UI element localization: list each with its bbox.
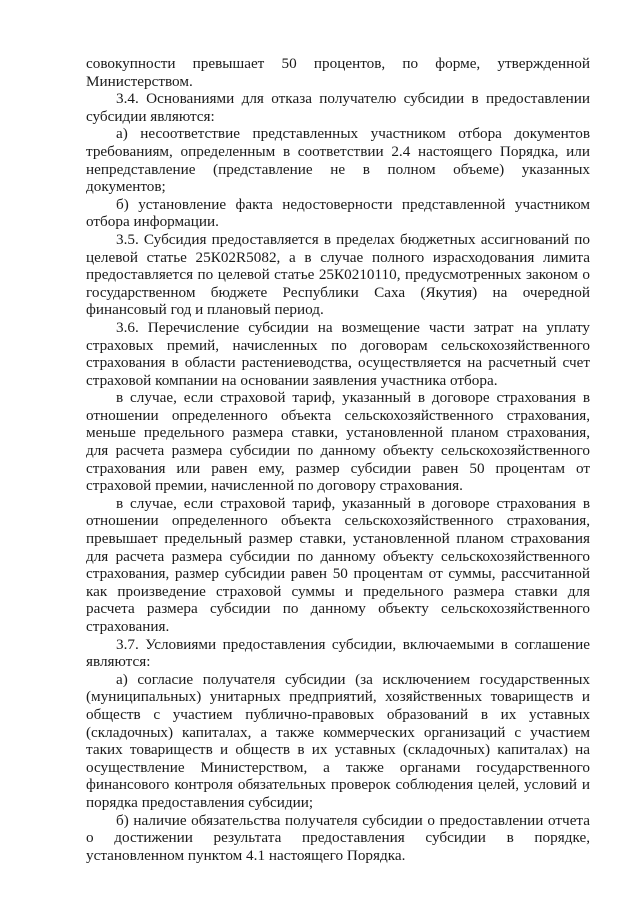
paragraph-3-6-case-1: в случае, если страховой тариф, указанный в договоре страхования в отношении определенного объекта сельскохозяйственного страхования, меньше предельного размера ставки, установленной планом страхования, для расчета размера субсидии по данному объекту сельскохозяйственного страхования или равен ему, размер субсидии равен 50 процентам от страховой премии, начисленной по договору страхования. — [86, 389, 590, 495]
paragraph-3-4-b: б) установление факта недостоверности представленной участником отбора информации. — [86, 195, 590, 231]
paragraph-3-7-a: а) согласие получателя субсидии (за исключением государственных (муниципальных) унитарных предприятий, хозяйственных товариществ и обществ с участием публично-правовых образований в их уставных (складочных) капиталах, а также коммерческих организаций с участием таких товариществ и обществ в их уставных (складочных) капиталах) на осуществление Министерством, а также органами государственного финансового контроля обязательных проверок соблюдения целей, условий и порядка предоставления субсидии; — [86, 670, 590, 811]
paragraph-3-4: 3.4. Основаниями для отказа получателю субсидии в предоставлении субсидии являются: — [86, 90, 590, 125]
paragraph-continuation: совокупности превышает 50 процентов, по форме, утвержденной Министерством. — [86, 55, 590, 90]
paragraph-3-6-case-2: в случае, если страховой тариф, указанный в договоре страхования в отношении определенного объекта сельскохозяйственного страхования, превышает предельный размер ставки, установленной планом страхования для расчета размера субсидии по данному объекту сельскохозяйственного страхования, размер субсидии равен 50 процентам от суммы, рассчитанной как произведение страховой суммы и предельного размера ставки для расчета размера субсидии по данному объекту сельскохозяйственного страхования. — [86, 494, 590, 635]
paragraph-3-7-b: б) наличие обязательства получателя субсидии о предоставлении отчета о достижении результата предоставления субсидии в порядке, установленном пунктом 4.1 настоящего Порядка. — [86, 811, 590, 864]
paragraph-3-5: 3.5. Субсидия предоставляется в пределах бюджетных ассигнований по целевой статье 25К02R5082, а в случае полного израсходования лимита предоставляется по целевой статье 25К0210110, предусмотренных законом о государственном бюджете Республики Саха (Якутия) на очередной финансовый год и плановый период. — [86, 230, 590, 319]
document-page — [86, 55, 590, 864]
paragraph-3-4-a: а) несоответствие представленных участником отбора документов требованиям, определенным в соответствии 2.4 настоящего Порядка, или непредставление (представление не в полном объеме) указанных документов; — [86, 125, 590, 196]
paragraph-3-7: 3.7. Условиями предоставления субсидии, включаемыми в соглашение являются: — [86, 635, 590, 671]
paragraph-3-6: 3.6. Перечисление субсидии на возмещение части затрат на уплату страховых премий, начисленных по договорам сельскохозяйственного страхования в области растениеводства, осуществляется на расчетный счет страховой компании на основании заявления участника отбора. — [86, 318, 590, 389]
